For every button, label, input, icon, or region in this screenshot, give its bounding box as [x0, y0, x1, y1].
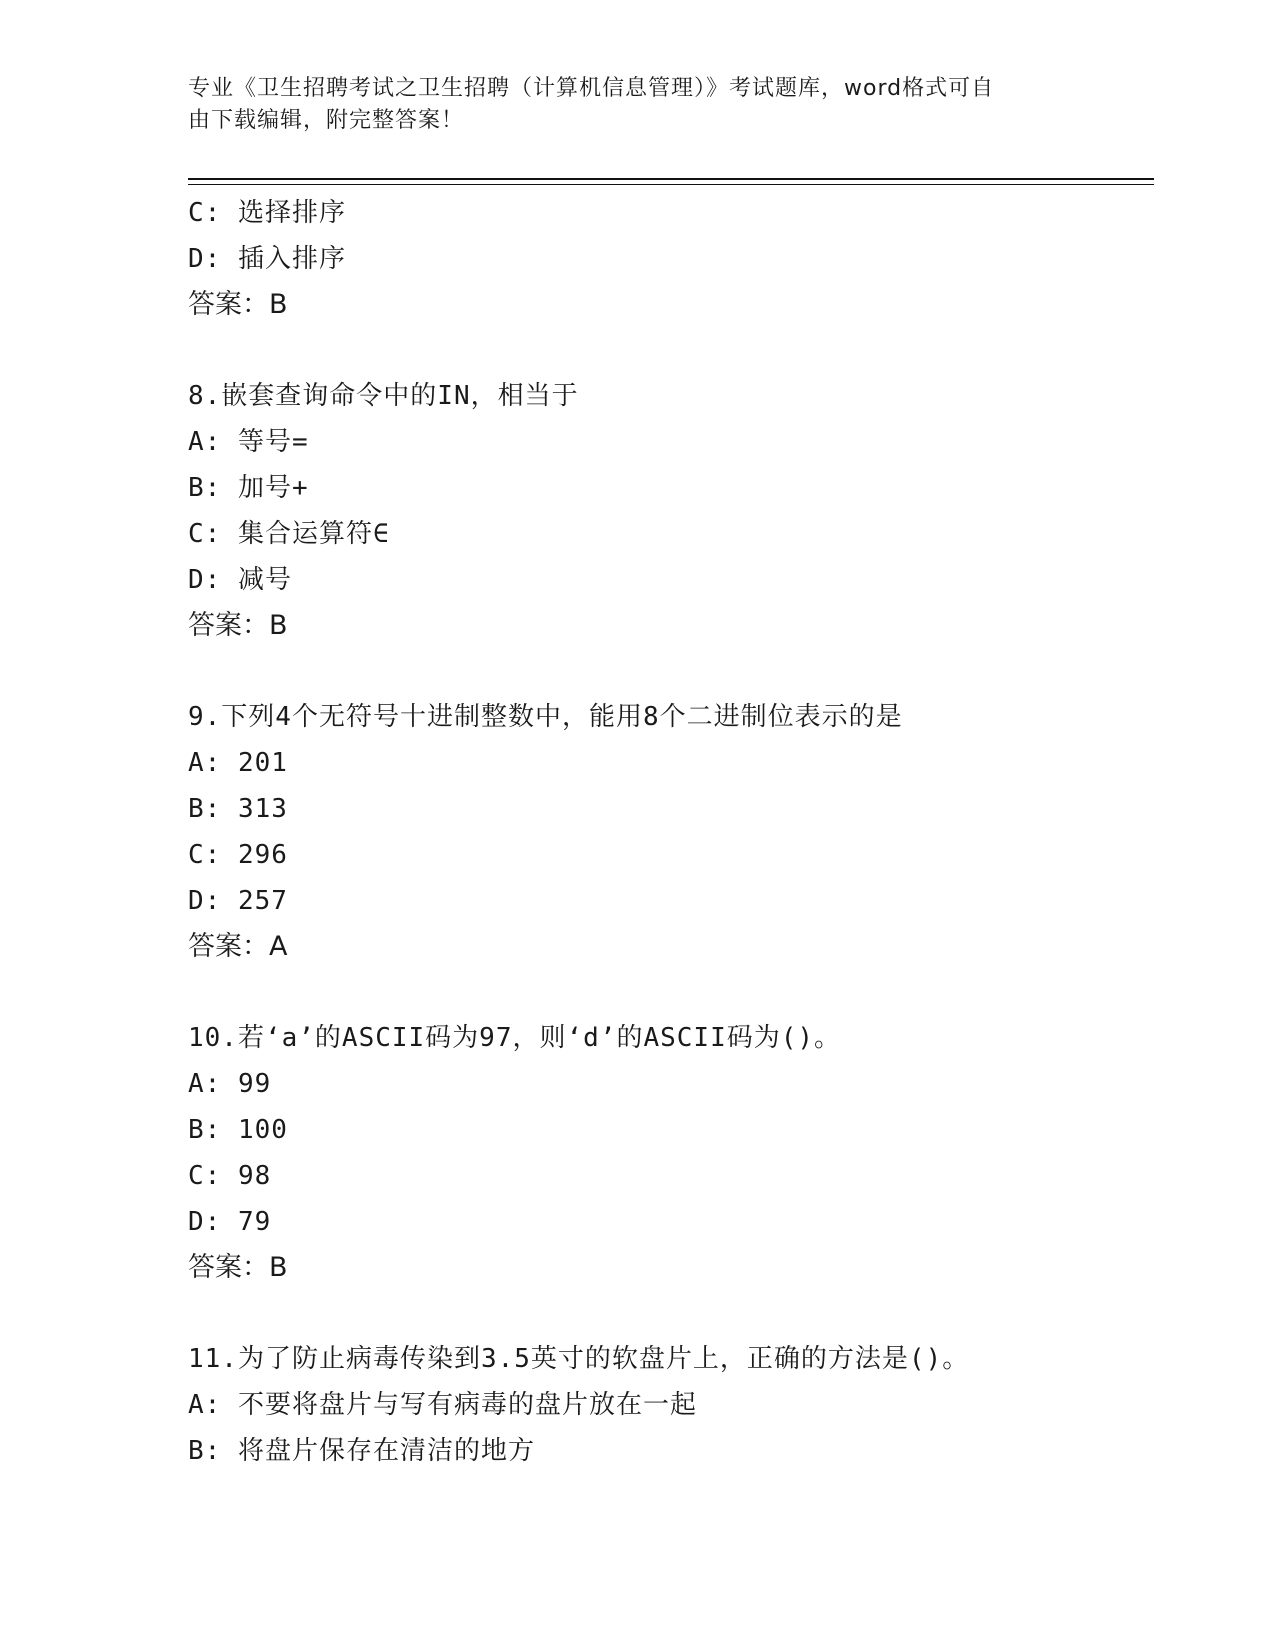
- spacer: [188, 970, 1148, 1015]
- header-line-2: 由下载编辑，附完整答案！: [188, 108, 465, 133]
- header-rule-thick: [188, 178, 1154, 180]
- question-list: [188, 190, 1148, 1474]
- option-d: D: 减号: [188, 565, 292, 595]
- question-7-tail: [188, 190, 1148, 328]
- answer-line: 答案：A: [188, 931, 288, 962]
- question-9: [188, 694, 1148, 970]
- answer-line: 答案：B: [188, 289, 288, 320]
- option-a: A: 不要将盘片与写有病毒的盘片放在一起: [188, 1390, 697, 1420]
- question-stem: 11.为了防止病毒传染到3.5英寸的软盘片上，正确的方法是()。: [188, 1344, 970, 1374]
- question-8: [188, 373, 1148, 649]
- spacer: [188, 1291, 1148, 1336]
- question-10: [188, 1015, 1148, 1291]
- option-a: A: 201: [188, 748, 288, 778]
- option-d: D: 257: [188, 886, 288, 916]
- header-line-1: 专业《卫生招聘考试之卫生招聘（计算机信息管理）》考试题库，word格式可自: [188, 76, 995, 101]
- question-11: [188, 1336, 1148, 1474]
- option-b: B: 100: [188, 1115, 288, 1145]
- option-c: C: 选择排序: [188, 198, 346, 228]
- option-c: C: 集合运算符∈: [188, 519, 390, 549]
- question-stem: 9.下列4个无符号十进制整数中，能用8个二进制位表示的是: [188, 702, 903, 732]
- option-c: C: 98: [188, 1161, 272, 1191]
- question-stem: 8.嵌套查询命令中的IN，相当于: [188, 381, 579, 411]
- answer-line: 答案：B: [188, 610, 288, 641]
- option-d: D: 插入排序: [188, 244, 346, 274]
- option-b: B: 加号+: [188, 473, 309, 503]
- spacer: [188, 328, 1148, 373]
- option-a: A: 99: [188, 1069, 272, 1099]
- option-d: D: 79: [188, 1207, 272, 1237]
- option-c: C: 296: [188, 840, 288, 870]
- question-stem: 10.若‘a’的ASCII码为97，则‘d’的ASCII码为()。: [188, 1023, 842, 1053]
- option-a: A: 等号=: [188, 427, 309, 457]
- spacer: [188, 649, 1148, 694]
- header-rule-thin: [188, 184, 1154, 185]
- option-b: B: 将盘片保存在清洁的地方: [188, 1436, 535, 1466]
- option-b: B: 313: [188, 794, 288, 824]
- document-header: [188, 73, 1088, 137]
- answer-line: 答案：B: [188, 1252, 288, 1283]
